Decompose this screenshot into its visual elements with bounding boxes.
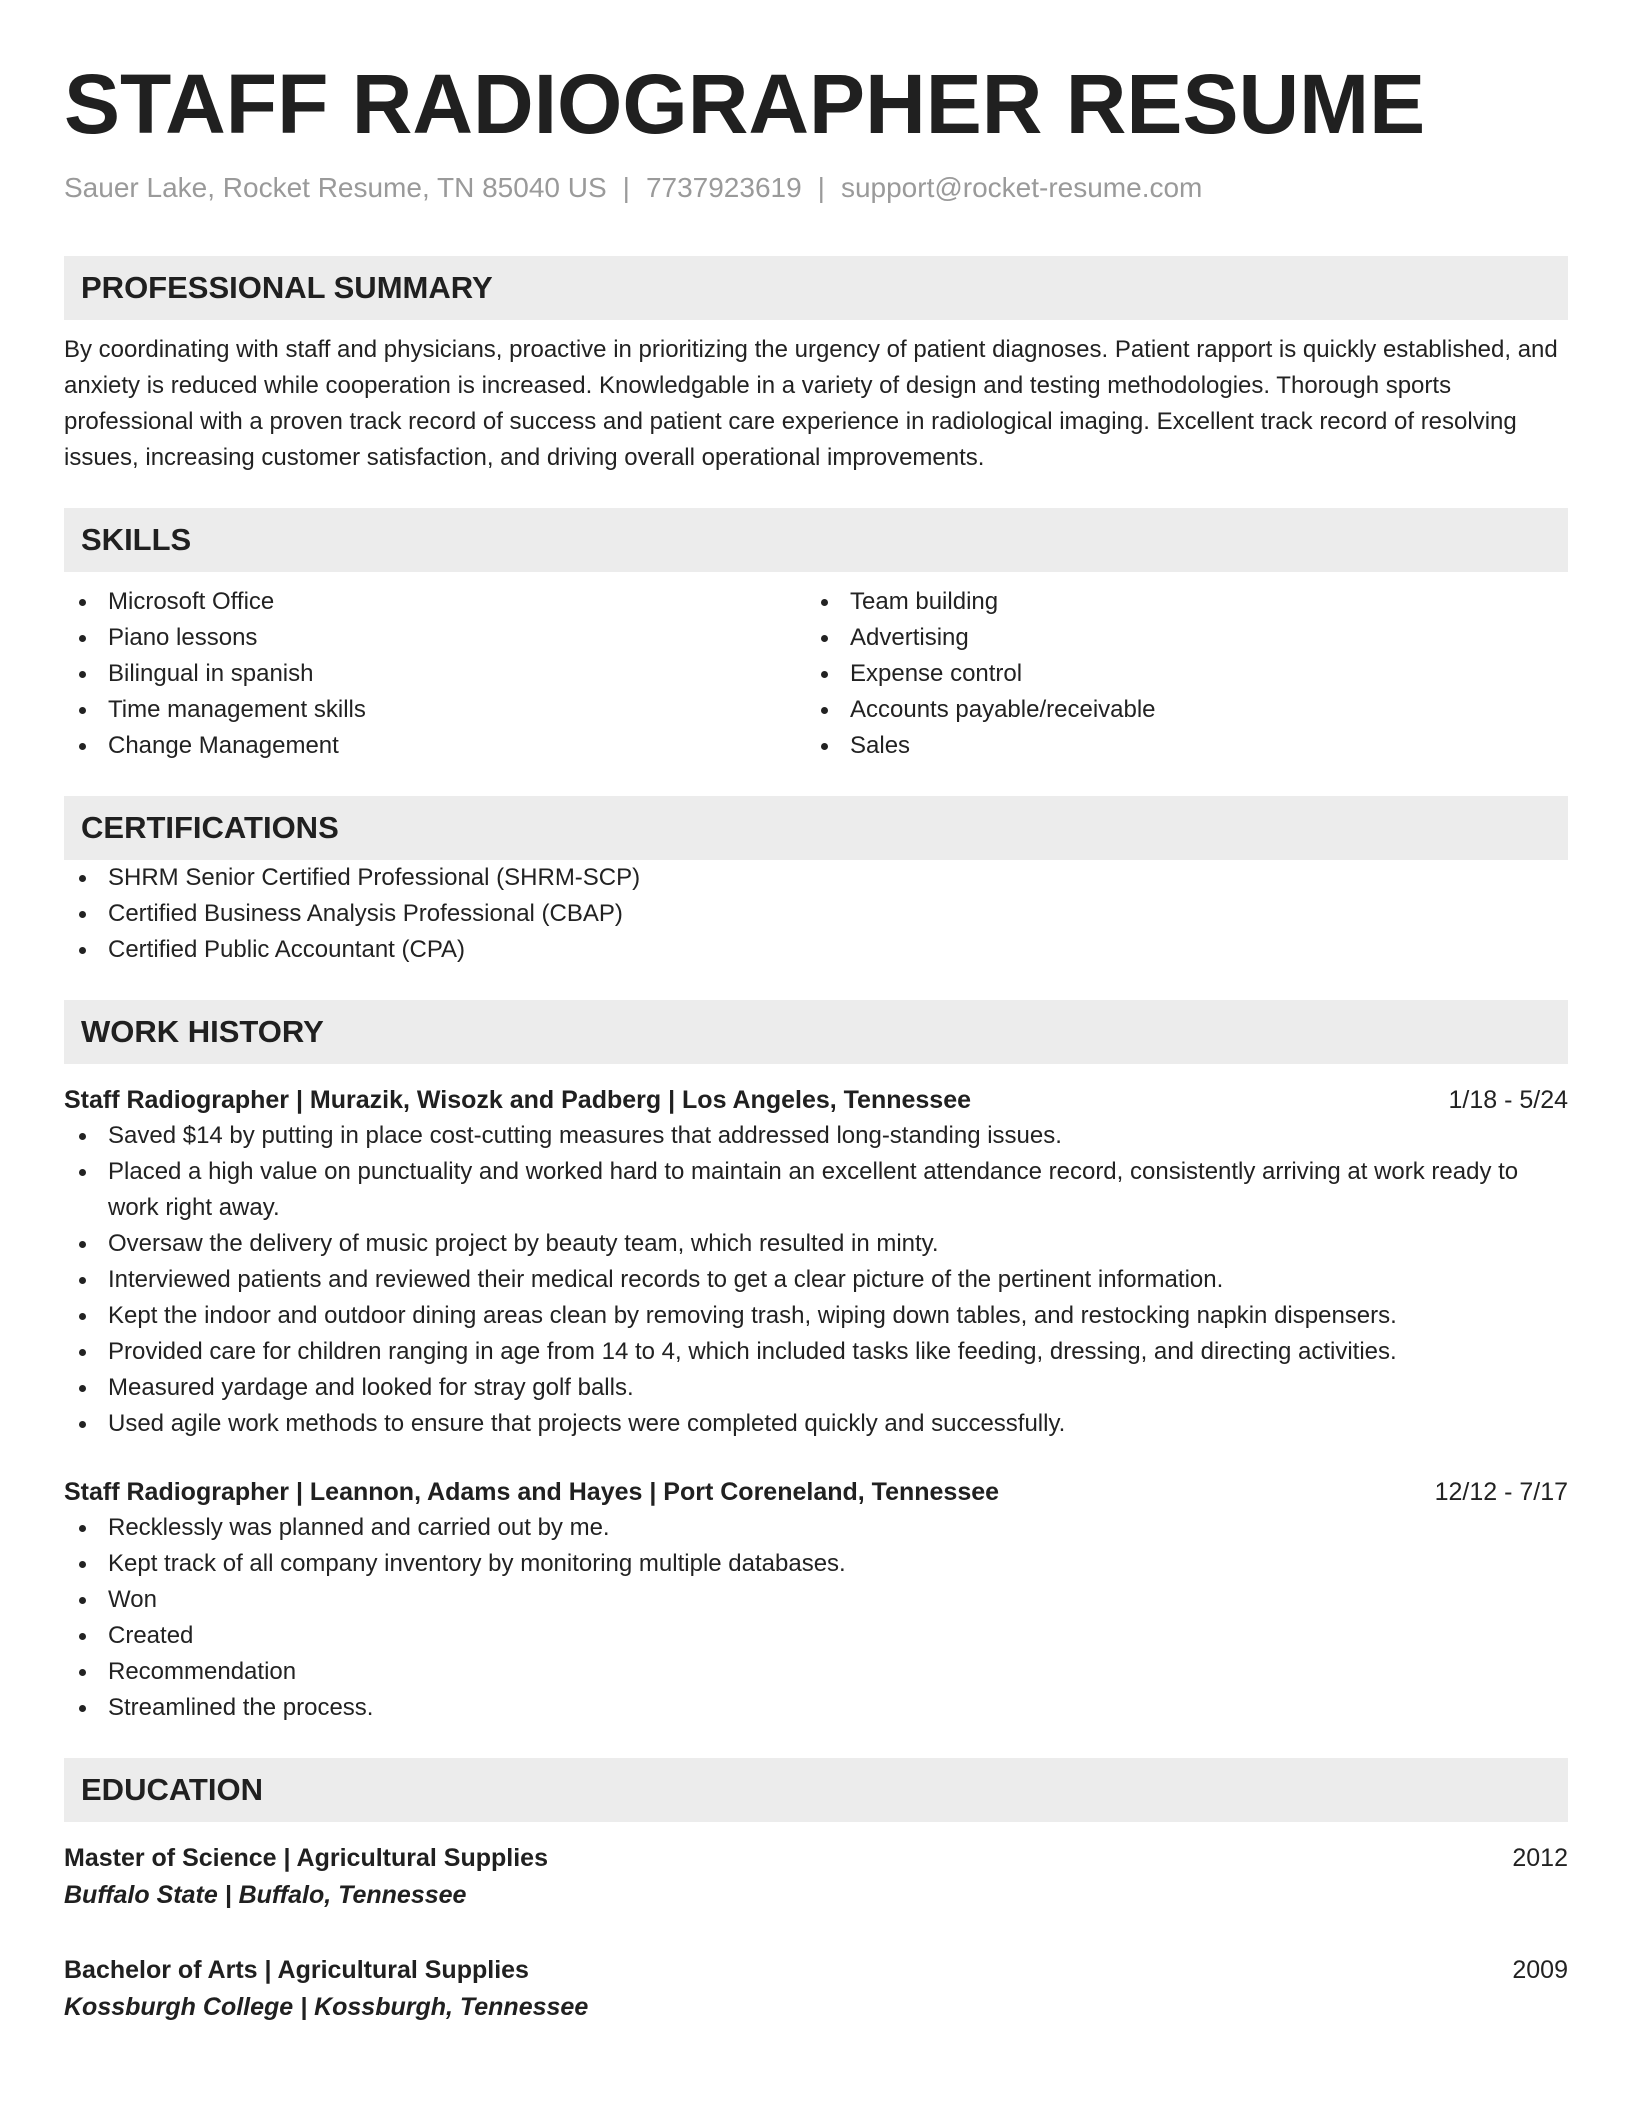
certifications-list xyxy=(64,860,1568,968)
skills-grid xyxy=(64,584,1568,764)
education-year: 2009 xyxy=(1512,1956,1568,1984)
education-heading: EDUCATION xyxy=(64,1758,1568,1822)
skills-list-left xyxy=(64,584,806,764)
job-header xyxy=(64,1474,1568,1510)
job-bullet: Won xyxy=(64,1582,1568,1618)
summary-text: By coordinating with staff and physicians, proactive in prioritizing the urgency of patient diagnoses. Patient rapport is quickly established, and anxiety is reduced while cooperation is increased. Knowledgable in a variety of design and testing methodologies. Thorough sports professional with a proven track record of success and patient care experience in radiological imaging. Excellent track record of resolving issues, increasing customer satisfaction, and driving overall operational improvements. xyxy=(64,336,1558,471)
certification-item: Certified Business Analysis Professional (CBAP) xyxy=(64,896,1568,932)
contact-line xyxy=(64,170,1568,206)
job-title: Staff Radiographer | Leannon, Adams and Hayes | Port Coreneland, Tennessee xyxy=(64,1478,1000,1506)
certification-item: Certified Public Accountant (CPA) xyxy=(64,932,1568,968)
skill-item: Team building xyxy=(806,584,1548,620)
skill-item: Advertising xyxy=(806,620,1548,656)
job-header xyxy=(64,1082,1568,1118)
job-title: Staff Radiographer | Murazik, Wisozk and Padberg | Los Angeles, Tennessee xyxy=(64,1086,972,1114)
job-bullets xyxy=(64,1118,1568,1442)
resume-title: STAFF RADIOGRAPHER RESUME xyxy=(64,57,1426,151)
skill-item: Microsoft Office xyxy=(64,584,806,620)
job-bullet: Kept the indoor and outdoor dining areas clean by removing trash, wiping down tables, and restocking napkin dispensers. xyxy=(64,1298,1568,1334)
contact-email: support@rocket-resume.com xyxy=(840,172,1203,203)
skill-item: Piano lessons xyxy=(64,620,806,656)
skills-heading: SKILLS xyxy=(64,508,1568,572)
certifications-heading: CERTIFICATIONS xyxy=(64,796,1568,860)
job-bullet: Saved $14 by putting in place cost-cutting measures that addressed long-standing issues. xyxy=(64,1118,1568,1154)
work-history-heading: WORK HISTORY xyxy=(64,1000,1568,1064)
skill-item: Expense control xyxy=(806,656,1548,692)
education-school: Kossburgh College | Kossburgh, Tennessee xyxy=(64,1993,589,2021)
skill-item: Time management skills xyxy=(64,692,806,728)
skills-list-right xyxy=(806,584,1548,764)
certification-item: SHRM Senior Certified Professional (SHRM-SCP) xyxy=(64,860,1568,896)
education-degree: Master of Science | Agricultural Supplies xyxy=(64,1844,548,1872)
skill-item: Bilingual in spanish xyxy=(64,656,806,692)
education-degree: Bachelor of Arts | Agricultural Supplies xyxy=(64,1956,529,1984)
job-dates: 12/12 - 7/17 xyxy=(1434,1478,1568,1506)
job-bullet: Interviewed patients and reviewed their medical records to get a clear picture of the pertinent information. xyxy=(64,1262,1568,1298)
contact-address: Sauer Lake, Rocket Resume, TN 85040 US xyxy=(64,172,607,203)
education-entry-header xyxy=(64,1840,1568,1876)
contact-separator: | xyxy=(817,172,825,203)
job-bullet: Measured yardage and looked for stray golf balls. xyxy=(64,1370,1568,1406)
education-year: 2012 xyxy=(1512,1844,1568,1872)
skill-item: Change Management xyxy=(64,728,806,764)
job-bullet: Oversaw the delivery of music project by beauty team, which resulted in minty. xyxy=(64,1226,1568,1262)
job-bullet: Kept track of all company inventory by monitoring multiple databases. xyxy=(64,1546,1568,1582)
education-entry-header xyxy=(64,1952,1568,1988)
summary-heading: PROFESSIONAL SUMMARY xyxy=(64,256,1568,320)
job-bullet: Created xyxy=(64,1618,1568,1654)
job-dates: 1/18 - 5/24 xyxy=(1448,1086,1568,1114)
job-bullet: Placed a high value on punctuality and worked hard to maintain an excellent attendance record, consistently arriving at work ready to work right away. xyxy=(64,1154,1568,1226)
job-bullets xyxy=(64,1510,1568,1726)
job-bullet: Used agile work methods to ensure that projects were completed quickly and successfully. xyxy=(64,1406,1568,1442)
skill-item: Sales xyxy=(806,728,1548,764)
education-school: Buffalo State | Buffalo, Tennessee xyxy=(64,1881,467,1909)
job-bullet: Provided care for children ranging in age from 14 to 4, which included tasks like feeding, dressing, and directing activities. xyxy=(64,1334,1568,1370)
skills-column-left xyxy=(64,584,806,764)
contact-separator: | xyxy=(622,172,630,203)
skill-item: Accounts payable/receivable xyxy=(806,692,1548,728)
job-bullet: Recklessly was planned and carried out by me. xyxy=(64,1510,1568,1546)
skills-column-right xyxy=(806,584,1548,764)
contact-phone: 7737923619 xyxy=(645,172,802,203)
job-bullet: Recommendation xyxy=(64,1654,1568,1690)
job-bullet: Streamlined the process. xyxy=(64,1690,1568,1726)
